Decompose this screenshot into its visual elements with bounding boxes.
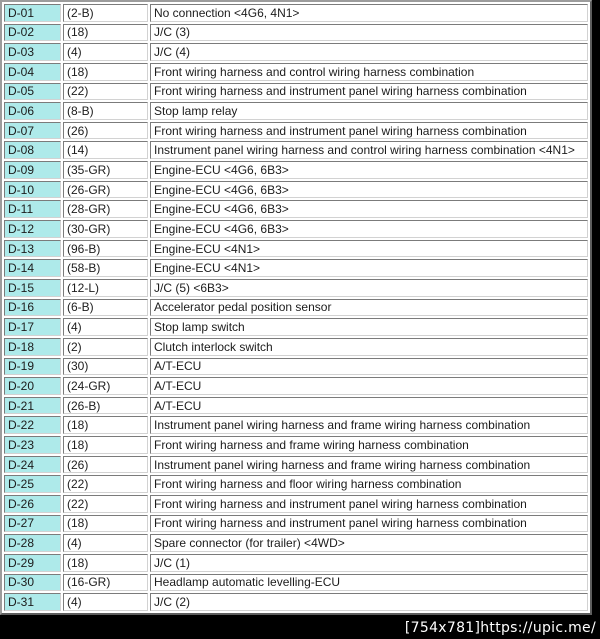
table-row: [4, 436, 588, 454]
table-row: [4, 4, 588, 22]
connector-description-cell: Spare connector (for trailer) <4WD>: [150, 534, 588, 552]
connector-description-cell: Headlamp automatic levelling-ECU: [150, 574, 588, 592]
connector-code-cell: D-24: [4, 456, 61, 474]
pin-count-cell: (2): [63, 338, 148, 356]
connector-code-cell: D-23: [4, 436, 61, 454]
table-row: [4, 259, 588, 277]
connector-code-cell: D-01: [4, 4, 61, 22]
pin-count-cell: (24-GR): [63, 377, 148, 395]
connector-description-cell: J/C (4): [150, 43, 588, 61]
connector-description-cell: No connection <4G6, 4N1>: [150, 4, 588, 22]
table-row: [4, 377, 588, 395]
table-row: [4, 574, 588, 592]
table-row: [4, 515, 588, 533]
connector-code-cell: D-22: [4, 416, 61, 434]
table-row: [4, 318, 588, 336]
table-row: [4, 416, 588, 434]
connector-code-cell: D-21: [4, 397, 61, 415]
connector-description-cell: Engine-ECU <4G6, 6B3>: [150, 161, 588, 179]
pin-count-cell: (8-B): [63, 102, 148, 120]
connector-description-cell: J/C (3): [150, 24, 588, 42]
connector-code-cell: D-09: [4, 161, 61, 179]
pin-count-cell: (96-B): [63, 240, 148, 258]
connector-code-cell: D-30: [4, 574, 61, 592]
pin-count-cell: (28-GR): [63, 200, 148, 218]
connector-code-cell: D-02: [4, 24, 61, 42]
connector-code-cell: D-12: [4, 220, 61, 238]
table-row: [4, 161, 588, 179]
pin-count-cell: (26-GR): [63, 181, 148, 199]
table-row: [4, 554, 588, 572]
connector-description-cell: Front wiring harness and control wiring harness combination: [150, 63, 588, 81]
pin-count-cell: (18): [63, 416, 148, 434]
pin-count-cell: (12-L): [63, 279, 148, 297]
connector-code-cell: D-31: [4, 593, 61, 611]
pin-count-cell: (22): [63, 495, 148, 513]
connector-code-cell: D-26: [4, 495, 61, 513]
connector-description-cell: J/C (2): [150, 593, 588, 611]
table-row: [4, 475, 588, 493]
connector-description-cell: Front wiring harness and instrument panel wiring harness combination: [150, 515, 588, 533]
connector-code-cell: D-10: [4, 181, 61, 199]
connector-description-cell: Engine-ECU <4N1>: [150, 259, 588, 277]
connector-code-cell: D-13: [4, 240, 61, 258]
connector-description-cell: Instrument panel wiring harness and control wiring harness combination <4N1>: [150, 141, 588, 159]
table-row: [4, 456, 588, 474]
pin-count-cell: (4): [63, 534, 148, 552]
pin-count-cell: (26): [63, 122, 148, 140]
pin-count-cell: (4): [63, 318, 148, 336]
connector-description-cell: Front wiring harness and instrument panel wiring harness combination: [150, 122, 588, 140]
connector-description-cell: J/C (1): [150, 554, 588, 572]
pin-count-cell: (6-B): [63, 299, 148, 317]
connector-description-cell: J/C (5) <6B3>: [150, 279, 588, 297]
pin-count-cell: (4): [63, 593, 148, 611]
table-row: [4, 43, 588, 61]
connector-description-cell: Stop lamp relay: [150, 102, 588, 120]
table-row: [4, 593, 588, 611]
pin-count-cell: (26-B): [63, 397, 148, 415]
connector-code-cell: D-20: [4, 377, 61, 395]
connector-code-cell: D-06: [4, 102, 61, 120]
pin-count-cell: (30-GR): [63, 220, 148, 238]
connector-description-cell: Front wiring harness and floor wiring harness combination: [150, 475, 588, 493]
connector-description-cell: Instrument panel wiring harness and frame wiring harness combination: [150, 456, 588, 474]
pin-count-cell: (22): [63, 83, 148, 101]
connector-code-cell: D-04: [4, 63, 61, 81]
connector-code-cell: D-29: [4, 554, 61, 572]
connector-code-cell: D-08: [4, 141, 61, 159]
connector-code-cell: D-19: [4, 358, 61, 376]
connector-code-cell: D-11: [4, 200, 61, 218]
connector-code-cell: D-18: [4, 338, 61, 356]
connector-description-cell: Front wiring harness and frame wiring harness combination: [150, 436, 588, 454]
table-row: [4, 299, 588, 317]
table-row: [4, 102, 588, 120]
connector-code-cell: D-28: [4, 534, 61, 552]
table-row: [4, 240, 588, 258]
table-row: [4, 358, 588, 376]
pin-count-cell: (18): [63, 63, 148, 81]
connector-description-cell: Stop lamp switch: [150, 318, 588, 336]
watermark-bar: [0, 616, 600, 639]
pin-count-cell: (22): [63, 475, 148, 493]
connector-description-cell: A/T-ECU: [150, 358, 588, 376]
table-row: [4, 63, 588, 81]
connector-code-cell: D-15: [4, 279, 61, 297]
table-row: [4, 397, 588, 415]
pin-count-cell: (4): [63, 43, 148, 61]
connector-description-cell: Engine-ECU <4G6, 6B3>: [150, 200, 588, 218]
table-row: [4, 122, 588, 140]
table-row: [4, 181, 588, 199]
pin-count-cell: (18): [63, 515, 148, 533]
table-row: [4, 495, 588, 513]
connector-description-cell: A/T-ECU: [150, 397, 588, 415]
connector-description-cell: Clutch interlock switch: [150, 338, 588, 356]
table-row: [4, 534, 588, 552]
connector-code-cell: D-07: [4, 122, 61, 140]
connector-code-cell: D-25: [4, 475, 61, 493]
connector-description-cell: A/T-ECU: [150, 377, 588, 395]
pin-count-cell: (58-B): [63, 259, 148, 277]
pin-count-cell: (35-GR): [63, 161, 148, 179]
connector-description-cell: Accelerator pedal position sensor: [150, 299, 588, 317]
pin-count-cell: (18): [63, 554, 148, 572]
pin-count-cell: (18): [63, 436, 148, 454]
pin-count-cell: (30): [63, 358, 148, 376]
table-row: [4, 83, 588, 101]
connector-code-cell: D-03: [4, 43, 61, 61]
connector-description-cell: Instrument panel wiring harness and frame wiring harness combination: [150, 416, 588, 434]
table-row: [4, 279, 588, 297]
connector-code-cell: D-05: [4, 83, 61, 101]
table-row: [4, 200, 588, 218]
connector-table-body: [4, 4, 588, 611]
table-row: [4, 220, 588, 238]
connector-description-cell: Engine-ECU <4G6, 6B3>: [150, 220, 588, 238]
connector-code-cell: D-16: [4, 299, 61, 317]
connector-description-cell: Front wiring harness and instrument panel wiring harness combination: [150, 495, 588, 513]
pin-count-cell: (14): [63, 141, 148, 159]
table-row: [4, 338, 588, 356]
pin-count-cell: (16-GR): [63, 574, 148, 592]
pin-count-cell: (26): [63, 456, 148, 474]
connector-description-cell: Engine-ECU <4G6, 6B3>: [150, 181, 588, 199]
connector-description-cell: Engine-ECU <4N1>: [150, 240, 588, 258]
watermark-text: [754x781]https://upic.me/: [404, 619, 596, 636]
connector-code-cell: D-14: [4, 259, 61, 277]
pin-count-cell: (18): [63, 24, 148, 42]
table-row: [4, 141, 588, 159]
pin-count-cell: (2-B): [63, 4, 148, 22]
connector-code-cell: D-27: [4, 515, 61, 533]
connector-description-cell: Front wiring harness and instrument panel wiring harness combination: [150, 83, 588, 101]
table-row: [4, 24, 588, 42]
connector-code-cell: D-17: [4, 318, 61, 336]
